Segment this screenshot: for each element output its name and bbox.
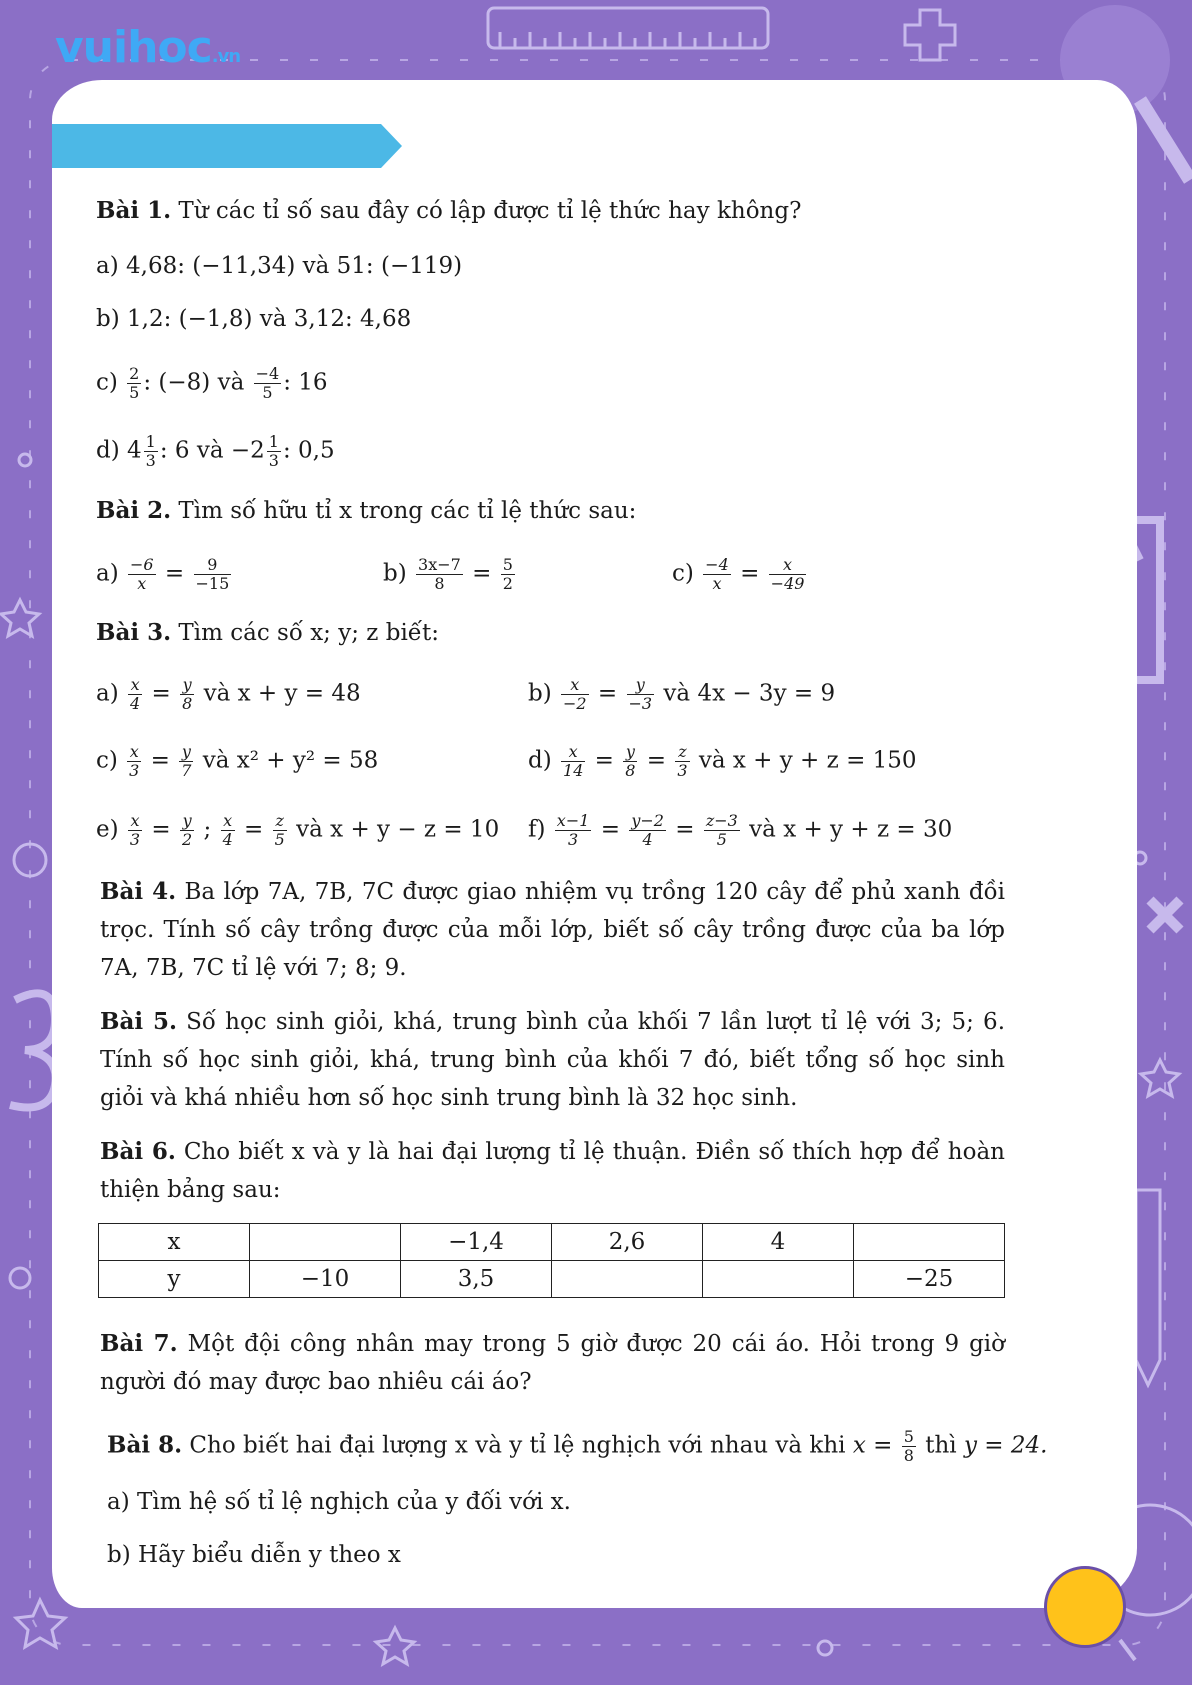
- table-cell: 3,5: [401, 1261, 552, 1298]
- bai-4: Bài 4. Ba lớp 7A, 7B, 7C được giao nhiệm vụ trồng 120 cây để phủ xanh đồi trọc. Tính số cây trồng được của mỗi lớp, biết số cây trồng được của ba lớp 7A, 7B, 7C tỉ lệ với 7; 8; 9.: [100, 878, 1005, 981]
- bai-1-c: c) $\frac{2}{5}$ : (−8) và $\frac{-4}{5}$ : 16: [96, 364, 328, 402]
- bai-1-heading: Bài 1. Từ các tỉ số sau đây có lập được tỉ lệ thức hay không?: [96, 197, 802, 224]
- table-cell: −25: [854, 1261, 1005, 1298]
- fraction: $\frac{2}{5}$: [129, 364, 140, 402]
- bai-2-heading: Bài 2. Tìm số hữu tỉ x trong các tỉ lệ thức sau:: [96, 497, 637, 524]
- fraction: $\frac{1}{3}$: [268, 432, 279, 470]
- table-cell: −1,4: [401, 1224, 552, 1261]
- bai-6: Bài 6. Cho biết x và y là hai đại lượng tỉ lệ thuận. Điền số thích hợp để hoàn thiện bảng sau:: [100, 1138, 1005, 1203]
- table-cell: x: [99, 1224, 250, 1261]
- vuihoc-logo[interactable]: vuihoc.vn: [55, 22, 241, 73]
- table-cell: 2,6: [552, 1224, 703, 1261]
- table-cell: [854, 1224, 1005, 1261]
- fraction: $\frac{1}{3}$: [145, 432, 156, 470]
- bai-8-heading: Bài 8. Cho biết hai đại lượng x và y tỉ lệ nghịch với nhau và khi x = $\frac{5}{8}$ thì y = 24.: [107, 1427, 1048, 1465]
- bai-1-b: b) 1,2: (−1,8) và 3,12: 4,68: [96, 306, 412, 332]
- table-cell: [552, 1261, 703, 1298]
- bai-7: Bài 7. Một đội công nhân may trong 5 giờ được 20 cái áo. Hỏi trong 9 giờ người đó may được bao nhiêu cái áo?: [100, 1330, 1005, 1395]
- table-cell: 4: [703, 1224, 854, 1261]
- bai-8-b: b) Hãy biểu diễn y theo x: [107, 1542, 401, 1568]
- bai-1-d: d) 4 $\frac{1}{3}$ : 6 và −2 $\frac{1}{3}$ : 0,5: [96, 432, 335, 470]
- bai-3-c: c) $\frac{x}{3}$ = $\frac{y}{7}$ và x² + y² = 58: [96, 742, 379, 780]
- bai-3-b: b) $\frac{x}{-2}$ = $\frac{y}{-3}$ và 4x − 3y = 9: [528, 675, 836, 713]
- bai-2-a: a) $\frac{-6}{x}$ = $\frac{9}{-15}$: [96, 555, 230, 593]
- table-cell: [250, 1224, 401, 1261]
- table-row: [99, 1261, 1005, 1298]
- bai-5: Bài 5. Số học sinh giỏi, khá, trung bình của khối 7 lần lượt tỉ lệ với 3; 5; 6. Tính số học sinh giỏi, khá, trung bình của khối 7 đó, biết tổng số học sinh giỏi và khá nhiều hơn số học sinh trung bình là 32 học sinh.: [100, 1008, 1006, 1111]
- bai-2-b: b) $\frac{3x-7}{8}$ = $\frac{5}{2}$: [383, 555, 513, 593]
- proportion-table: [98, 1223, 1005, 1298]
- bai-3-e: e) $\frac{x}{3}$ = $\frac{y}{2}$ ; $\frac{x}{4}$ = $\frac{z}{5}$ và x + y − z = 10: [96, 811, 500, 849]
- bai-3-d: d) $\frac{x}{14}$ = $\frac{y}{8}$ = $\frac{z}{3}$ và x + y + z = 150: [528, 742, 917, 780]
- bai-3-f: f) $\frac{x-1}{3}$ = $\frac{y-2}{4}$ = $\frac{z-3}{5}$ và x + y + z = 30: [528, 811, 953, 849]
- decorative-yellow-circle: [1044, 1566, 1126, 1648]
- bai-8-a: a) Tìm hệ số tỉ lệ nghịch của y đối với x.: [107, 1489, 571, 1515]
- bai-2-c: c) $\frac{-4}{x}$ = $\frac{x}{-49}$: [672, 555, 805, 593]
- bai-3-heading: Bài 3. Tìm các số x; y; z biết:: [96, 619, 439, 646]
- bai-1-a: a) 4,68: (−11,34) và 51: (−119): [96, 253, 463, 279]
- table-cell: [703, 1261, 854, 1298]
- fraction: $\frac{-4}{5}$: [255, 364, 280, 402]
- bai-3-a: a) $\frac{x}{4}$ = $\frac{y}{8}$ và x + y = 48: [96, 675, 361, 713]
- table-cell: y: [99, 1261, 250, 1298]
- table-cell: −10: [250, 1261, 401, 1298]
- table-row: [99, 1224, 1005, 1261]
